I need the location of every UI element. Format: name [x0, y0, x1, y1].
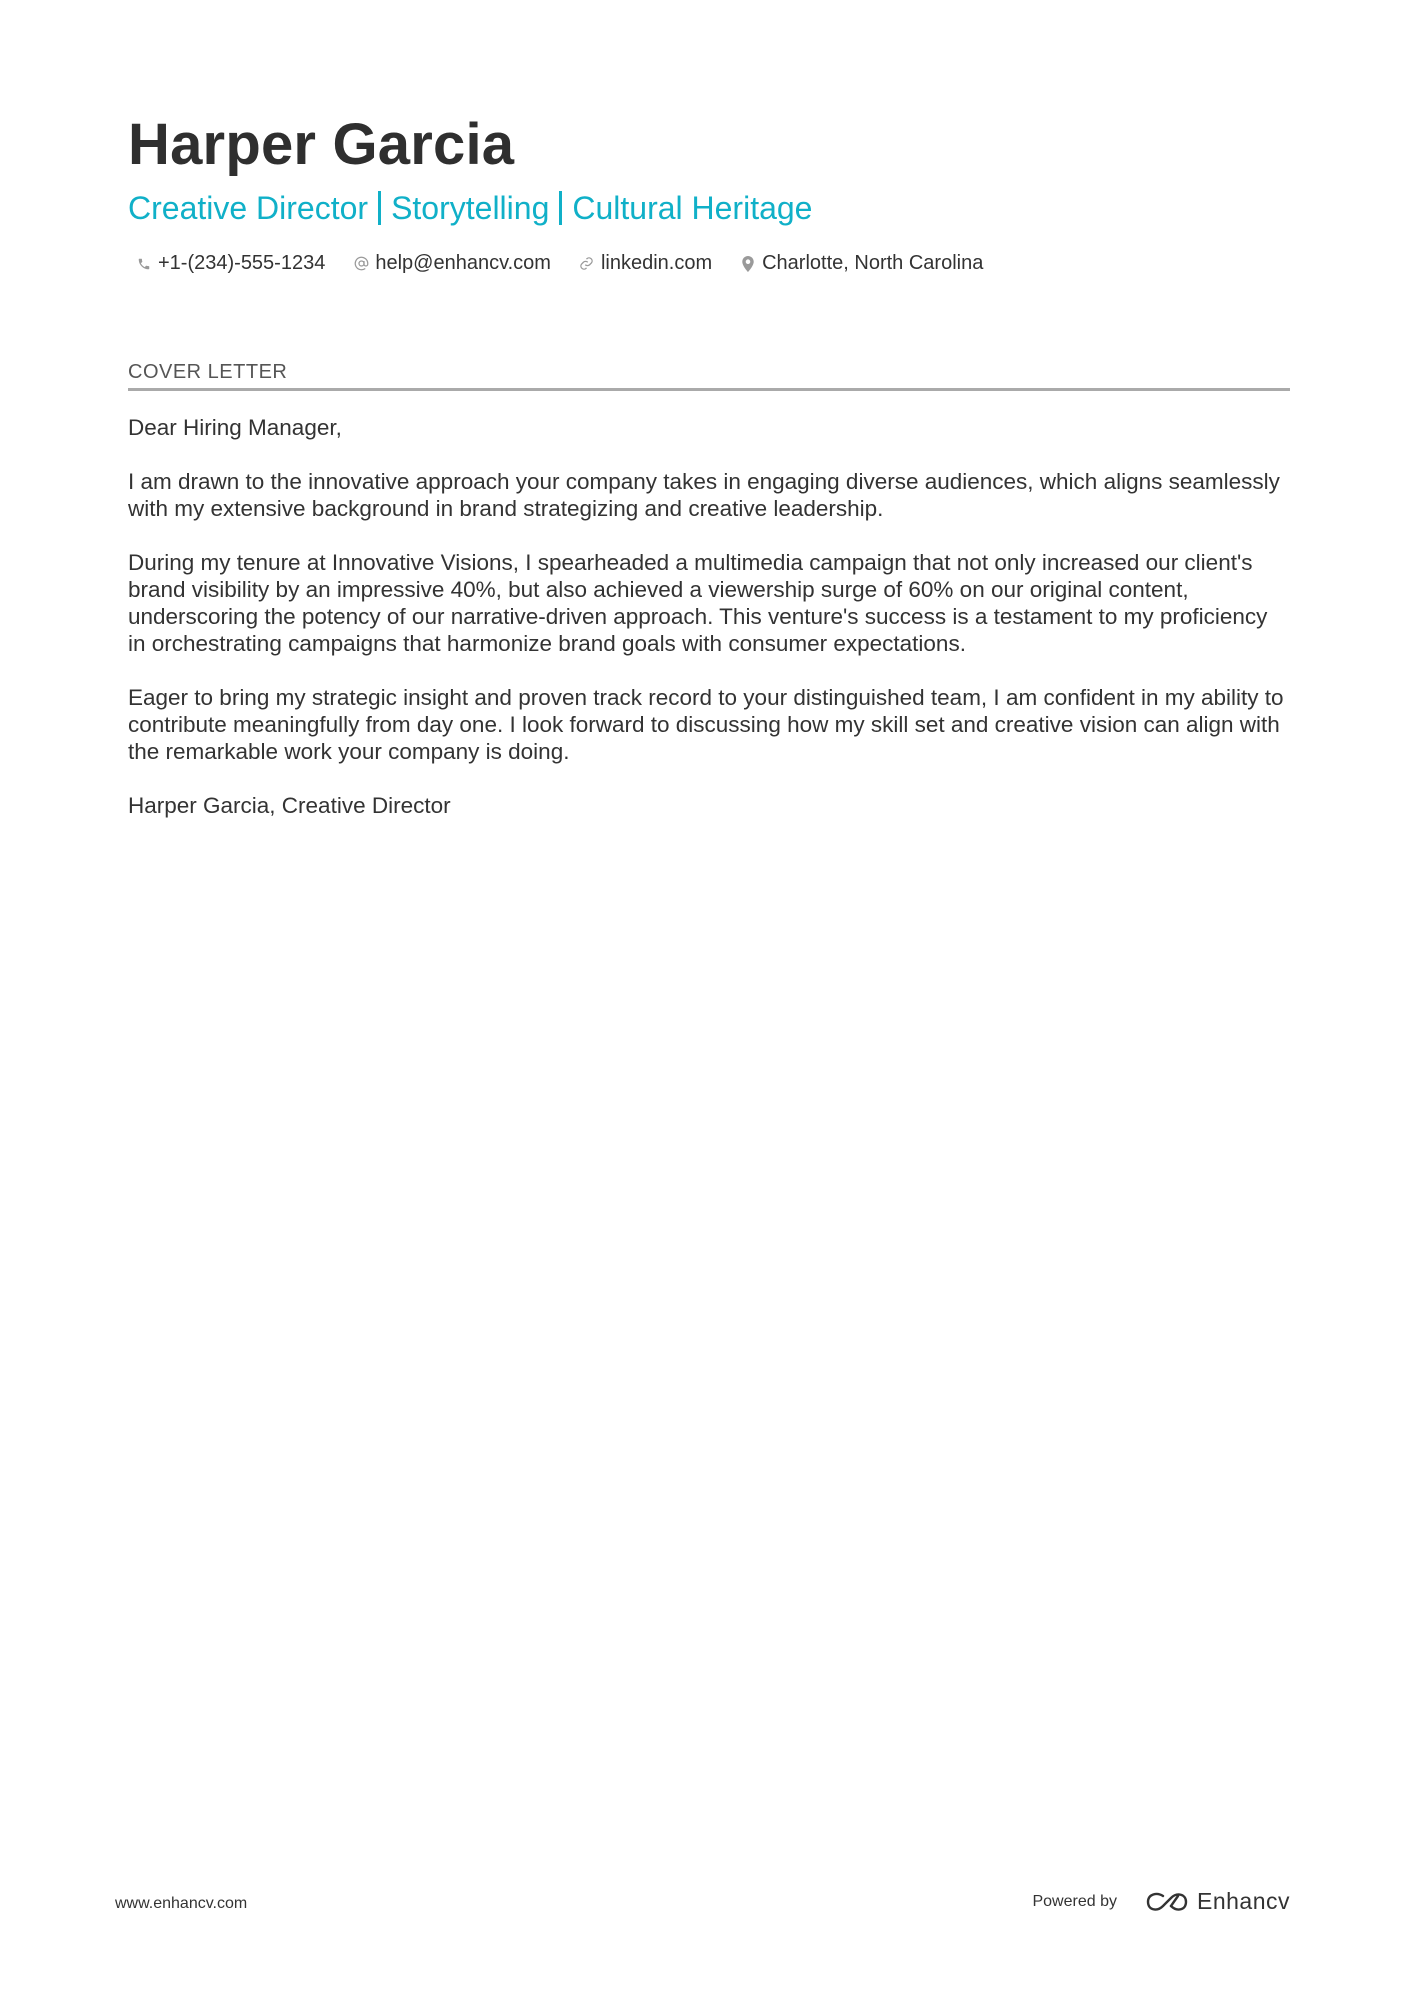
- contact-linkedin-text: linkedin.com: [600, 252, 713, 274]
- letter-paragraph: During my tenure at Innovative Visions, I spearheaded a multimedia campaign that not only increased our client's brand visibility by an impressive 40%, but also achieved a viewership surge of 60% on our original content, underscoring the potency of our narrative-driven approach. This venture's success is a testament to my proficiency in orchestrating campaigns that harmonize brand goals with consumer expectations.: [128, 550, 1268, 656]
- contact-email[interactable]: [353, 252, 551, 275]
- contact-phone[interactable]: [136, 252, 325, 275]
- letter-paragraph: Eager to bring my strategic insight and proven track record to your distinguished team, I am confident in my ability to contribute meaningfully from day one. I look forward to discussing how my skill set and creative vision can align with the remarkable work your company is doing.: [128, 685, 1284, 764]
- letter-paragraph: I am drawn to the innovative approach your company takes in engaging diverse audiences, which aligns seamlessly with my extensive background in brand strategizing and creative leadership.: [128, 469, 1280, 521]
- headline: [128, 188, 1290, 228]
- contact-location-text: Charlotte, North Carolina: [762, 252, 984, 274]
- phone-icon: [136, 255, 152, 273]
- location-pin-icon: [740, 255, 756, 273]
- contact-phone-text: +1-(234)-555-1234: [158, 252, 326, 274]
- contact-email-text: help@enhancv.com: [375, 252, 551, 274]
- headline-separator: [559, 191, 562, 225]
- contact-bar: [128, 252, 1290, 275]
- cover-letter-page: [128, 110, 1290, 818]
- section-title: COVER LETTER: [128, 360, 1290, 391]
- letter-body: [128, 414, 1290, 846]
- headline-focus: Cultural Heritage: [572, 190, 813, 226]
- footer-website[interactable]: www.enhancv.com: [115, 1895, 248, 1912]
- link-icon: [579, 255, 595, 273]
- enhancv-logo-text: Enhancv: [1196, 1888, 1290, 1914]
- powered-by-label: Powered by: [1032, 1892, 1117, 1910]
- letter-greeting: Dear Hiring Manager,: [128, 415, 342, 440]
- contact-location: [740, 252, 983, 275]
- candidate-name: Harper Garcia: [128, 112, 515, 177]
- enhancv-logo[interactable]: [1145, 1888, 1290, 1915]
- enhancv-logo-icon: [1145, 1890, 1189, 1914]
- headline-skill: Storytelling: [391, 190, 550, 226]
- footer-branding: [1032, 1888, 1290, 1915]
- at-icon: [353, 255, 369, 273]
- letter-signature: Harper Garcia, Creative Director: [128, 793, 451, 818]
- contact-linkedin[interactable]: [579, 252, 712, 275]
- headline-role: Creative Director: [128, 190, 369, 226]
- headline-separator: [378, 191, 381, 225]
